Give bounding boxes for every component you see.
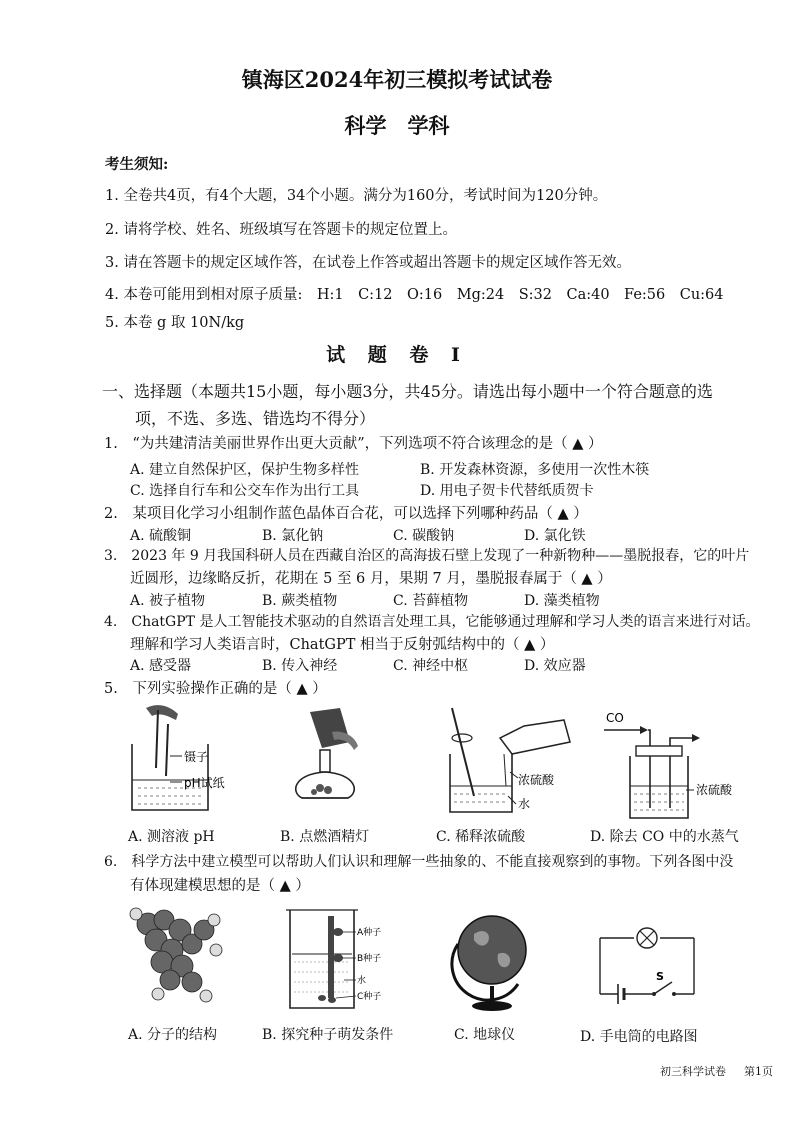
washing-bottle-icon: [630, 756, 688, 818]
water-label: 水: [357, 976, 367, 986]
q2-stem: 2. 某项目化学习小组制作蓝色晶体百合花，可以选择下列哪种药品（ ▲ ）: [104, 506, 588, 522]
dilute-acid-figure: [440, 704, 590, 820]
globe-figure: [448, 904, 538, 1020]
q3-option-b: B. 蕨类植物: [262, 593, 338, 609]
q1-option-b: B. 开发森林资源，多使用一次性木筷: [420, 462, 650, 478]
section-heading: 一、选择题（本题共15小题，每小题3分，共45分。请选出每小题中一个符合题意的选: [102, 382, 713, 401]
q4-option-b: B. 传入神经: [262, 658, 338, 674]
conc-acid-d-label: 浓硫酸: [696, 783, 733, 797]
footer-page-number: 第1页: [744, 1065, 773, 1078]
switch-label: S: [656, 970, 664, 983]
q4-option-a: A. 感受器: [130, 658, 192, 674]
gas-washing-figure: [600, 708, 750, 826]
subject-title: 科学 学科: [344, 113, 450, 138]
q5-option-b: B. 点燃酒精灯: [280, 829, 370, 845]
q6-stem-1: 6. 科学方法中建立模型可以帮助人们认识和理解一些抽象的、不能直接观察到的事物。下列各图中没: [104, 854, 734, 870]
co-label: CO: [606, 711, 624, 725]
paper-section-title: 试 题 卷 I: [326, 344, 468, 366]
q3-stem-2: 近圆形，边缘略反折，花期在 5 至 6 月，果期 7 月，墨脱报春属于（ ▲ ）: [130, 571, 612, 587]
q4-option-d: D. 效应器: [524, 658, 586, 674]
tweezers-icon: [166, 724, 168, 776]
ph-test-figure: [118, 700, 258, 818]
q4-option-c: C. 神经中枢: [393, 658, 469, 674]
notice-item-5: 5. 本卷 g 取 10N/kg: [105, 315, 245, 331]
q1-stem: 1. “为共建清洁美丽世界作出更大贡献”，下列选项不符合该理念的是（ ▲ ）: [104, 436, 603, 452]
arrow-right-icon: [640, 726, 648, 734]
stirring-rod-icon: [452, 708, 474, 796]
q6-option-c: C. 地球仪: [454, 1027, 516, 1043]
seed-germination-figure: [282, 902, 392, 1018]
beaker-icon: [450, 754, 512, 812]
notice-item-1: 1. 全卷共4页，有4个大题，34个小题。满分为160分，考试时间为120分钟。: [105, 188, 608, 204]
water-label: 水: [518, 797, 531, 811]
tweezers-label: 镊子: [184, 750, 209, 764]
q1-option-a: A. 建立自然保护区，保护生物多样性: [130, 462, 360, 478]
globe-icon: [458, 916, 526, 984]
q5-option-c: C. 稀释浓硫酸: [436, 829, 526, 845]
q1-option-d: D. 用电子贺卡代替纸质贺卡: [420, 483, 594, 499]
q3-option-a: A. 被子植物: [130, 593, 206, 609]
q5-option-d: D. 除去 CO 中的水蒸气: [590, 829, 739, 845]
alcohol-lamp-icon: [296, 772, 355, 798]
hand-icon: [146, 705, 178, 720]
seed-a-label: A种子: [357, 928, 382, 938]
q6-option-d: D. 手电筒的电路图: [580, 1029, 698, 1045]
q2-option-a: A. 硫酸铜: [130, 528, 192, 544]
molecule-model-figure: [120, 900, 230, 1018]
q2-option-c: C. 碳酸钠: [393, 528, 455, 544]
q6-option-a: A. 分子的结构: [128, 1027, 218, 1043]
q3-option-c: C. 苔藓植物: [393, 593, 469, 609]
q1-option-c: C. 选择自行车和公交车作为出行工具: [130, 483, 360, 499]
alcohol-lamp-figure: [280, 702, 380, 820]
notice-heading: 考生须知:: [105, 156, 169, 173]
seed-icon: [333, 928, 343, 936]
q4-stem-1: 4. ChatGPT 是人工智能技术驱动的自然语言处理工具，它能够通过理解和学习人类的语言来进行对话。: [104, 614, 760, 630]
molecule-icon: [137, 910, 214, 992]
q3-option-d: D. 藻类植物: [524, 593, 600, 609]
page-title: 镇海区2024年初三模拟考试试卷: [241, 67, 553, 92]
q2-option-d: D. 氯化铁: [524, 528, 586, 544]
notice-item-3: 3. 请在答题卡的规定区域作答，在试卷上作答或超出答题卡的规定区域作答无效。: [105, 255, 631, 271]
conc-acid-label: 浓硫酸: [518, 773, 555, 787]
glass-rod-icon: [156, 710, 158, 768]
footer-exam-name: 初三科学试卷: [660, 1065, 726, 1078]
seed-b-label: B种子: [357, 954, 382, 964]
q4-stem-2: 理解和学习人类语言时，ChatGPT 相当于反射弧结构中的（ ▲ ）: [130, 637, 555, 653]
notice-item-4: 4. 本卷可能用到相对原子质量: H:1 C:12 O:16 Mg:24 S:32 Ca:40 Fe:56 Cu:64: [105, 287, 724, 303]
notice-item-2: 2. 请将学校、姓名、班级填写在答题卡的规定位置上。: [105, 222, 457, 238]
globe-stand-icon: [472, 1001, 512, 1011]
lamp-pouring-icon: [310, 708, 350, 748]
q6-option-b: B. 探究种子萌发条件: [262, 1027, 394, 1043]
q3-stem-1: 3. 2023 年 9 月我国科研人员在西藏自治区的高海拔石壁上发现了一种新物种——墨脱报春，它的叶片: [104, 548, 750, 564]
ph-paper-label: pH试纸: [184, 776, 225, 790]
acid-bottle-icon: [500, 720, 570, 754]
seed-c-label: C种子: [357, 992, 382, 1002]
q2-option-b: B. 氯化钠: [262, 528, 324, 544]
q5-option-a: A. 测溶液 pH: [128, 829, 215, 845]
q5-stem: 5. 下列实验操作正确的是（ ▲ ）: [104, 681, 327, 697]
beaker-icon: [290, 910, 354, 1008]
q6-stem-2: 有体现建模思想的是（ ▲ ）: [130, 878, 310, 894]
section-heading-cont: 项，不选、多选、错选均不得分）: [135, 409, 376, 428]
circuit-figure: [590, 918, 710, 1014]
